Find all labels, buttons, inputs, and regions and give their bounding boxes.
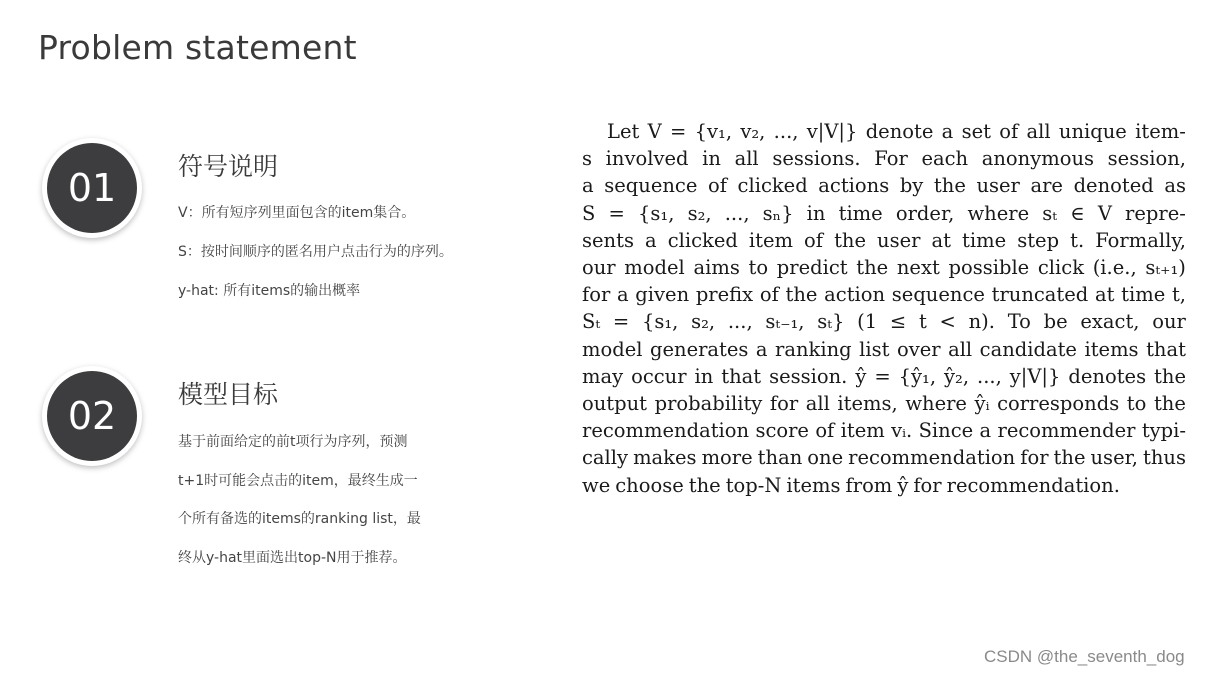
paper-word: ŷ	[897, 473, 909, 497]
paper-line	[582, 472, 1186, 499]
paper-word: truncated	[991, 283, 1089, 307]
paper-word: denote	[865, 120, 934, 143]
paper-word: one	[807, 446, 844, 470]
paper-word: a	[582, 174, 594, 198]
paper-word: sequence	[891, 283, 985, 307]
paper-word: of	[999, 120, 1019, 143]
paper-word: time	[838, 201, 883, 225]
paper-word: in	[694, 364, 714, 388]
paper-word: exact,	[1080, 310, 1140, 334]
paper-word: Formally,	[1095, 228, 1186, 252]
paper-word: ...,	[727, 310, 753, 334]
paper-word: our	[582, 256, 616, 280]
paper-word: cally	[582, 446, 629, 470]
paper-word: <	[939, 310, 956, 334]
paper-word: makes	[633, 446, 697, 470]
body-line: t+1时可能会点击的item，最终生成一	[178, 472, 418, 489]
paper-word: recommendation.	[946, 473, 1120, 497]
paper-word: for	[769, 392, 799, 416]
paper-word: session,	[1107, 147, 1186, 171]
paper-word: list	[859, 337, 890, 361]
paper-word: the	[834, 228, 866, 252]
paper-word: for	[582, 283, 611, 307]
paper-word: y|V|}	[1009, 364, 1061, 388]
paper-word: For	[874, 147, 908, 171]
paper-word: of	[707, 174, 727, 198]
paper-word: {s₁,	[637, 201, 675, 225]
paper-word: clicked	[737, 174, 808, 198]
paper-word: the	[933, 174, 966, 198]
paper-line	[582, 308, 1186, 335]
paper-line	[582, 336, 1186, 363]
paper-word: be	[1043, 310, 1068, 334]
paper-word: click	[1037, 256, 1085, 280]
section-heading: 模型目标	[178, 380, 279, 409]
paper-word: session.	[769, 364, 848, 388]
paper-word: in	[806, 201, 826, 225]
paper-word: a	[979, 419, 992, 443]
paper-word: t,	[1171, 283, 1186, 307]
paper-word: ...,	[977, 364, 1002, 388]
paper-line	[582, 172, 1186, 199]
paper-word: more	[701, 446, 753, 470]
paper-word: sents	[582, 228, 634, 252]
paper-word: (i.e.,	[1092, 256, 1137, 280]
paper-word: that	[1146, 337, 1186, 361]
paper-line	[582, 390, 1186, 417]
paper-word: ...,	[724, 201, 750, 225]
body-line: 基于前面给定的前t项行为序列，预测	[178, 434, 408, 450]
paper-word: recommendation	[848, 446, 1016, 470]
paper-word: from	[845, 473, 893, 497]
paper-word: items,	[837, 392, 898, 416]
body-line: V：所有短序列里面包含的item集合。	[178, 205, 416, 221]
paper-word: items	[786, 473, 841, 497]
paper-word: n).	[968, 310, 995, 334]
paper-word: recommender	[997, 419, 1136, 443]
paper-word: top-N	[725, 473, 782, 497]
paper-word: over	[896, 337, 941, 361]
paper-word: where	[905, 392, 967, 416]
paper-word: =	[608, 201, 625, 225]
paper-word: a	[941, 120, 954, 143]
section-number: 01	[47, 143, 137, 233]
paper-word: repre-	[1125, 201, 1186, 225]
section-body	[178, 431, 421, 585]
paper-word: are	[1030, 174, 1063, 198]
paper-word: may	[582, 364, 624, 388]
paper-word: time	[1121, 283, 1166, 307]
paper-word: vᵢ.	[891, 419, 913, 443]
paper-word: to	[748, 256, 769, 280]
paper-word: aims	[693, 256, 740, 280]
paper-word: of	[804, 228, 824, 252]
paper-word: (1	[857, 310, 878, 334]
paper-word: we	[582, 473, 611, 497]
paper-word: user	[976, 174, 1020, 198]
paper-word: action	[824, 283, 886, 307]
paper-word: =	[874, 364, 891, 388]
paper-word: all	[1026, 120, 1051, 143]
paper-word: typi-	[1141, 419, 1186, 443]
paper-word: items	[1084, 337, 1139, 361]
paper-word: a	[755, 337, 768, 361]
paper-word: denoted	[1073, 174, 1154, 198]
paper-word: a	[645, 228, 657, 252]
paper-word: that	[721, 364, 762, 388]
paper-word: ŷ	[855, 364, 867, 388]
paper-word: to	[1126, 392, 1147, 416]
paper-word: a	[616, 283, 629, 307]
paper-word: the	[1053, 446, 1086, 470]
paper-word: prefix	[695, 283, 754, 307]
paper-word: ranking	[775, 337, 852, 361]
paper-word: actions	[818, 174, 890, 198]
paper-word: V	[647, 120, 662, 143]
paper-word: s₂,	[687, 201, 712, 225]
paper-word: of	[759, 283, 779, 307]
paper-word: involved	[605, 147, 689, 171]
paper-word: set	[961, 120, 991, 143]
paper-word: Sₜ	[582, 310, 601, 334]
paper-word: for	[1020, 446, 1049, 470]
paper-word: choose	[615, 473, 684, 497]
paper-word: s₂,	[691, 310, 716, 334]
paper-word: as	[1164, 174, 1186, 198]
paper-word: recommendation	[582, 419, 750, 443]
paper-word: user	[877, 228, 921, 252]
paper-word: sₜ₋₁,	[765, 310, 805, 334]
paper-word: by	[899, 174, 924, 198]
page-title: Problem statement	[38, 28, 357, 67]
paper-word: the	[1154, 364, 1186, 388]
paper-word: all	[805, 392, 830, 416]
paper-line	[582, 281, 1186, 308]
paper-line	[582, 417, 1186, 444]
paper-word: the	[856, 256, 889, 280]
paper-word: sessions.	[772, 147, 861, 171]
paper-word: at	[931, 228, 951, 252]
paper-word: model	[624, 256, 685, 280]
paper-word: ≤	[889, 310, 907, 334]
paper-word: where	[967, 201, 1030, 225]
section-number-badge	[42, 138, 142, 238]
paper-word: sequence	[604, 174, 698, 198]
paper-word: To	[1007, 310, 1031, 334]
paper-word: Let	[607, 120, 640, 143]
paper-word: our	[1152, 310, 1186, 334]
paper-word: ∈	[1070, 201, 1085, 225]
paper-word: v|V|}	[806, 120, 858, 143]
paper-word: order,	[895, 201, 955, 225]
paper-word: at	[1094, 283, 1115, 307]
paper-line	[582, 145, 1186, 172]
paper-word: than	[757, 446, 803, 470]
paper-word: sₜ₊₁)	[1145, 256, 1186, 280]
section-body	[178, 202, 453, 319]
watermark: CSDN @the_seventh_dog	[984, 647, 1185, 666]
paper-word: clicked	[667, 228, 738, 252]
paper-word: denotes	[1068, 364, 1147, 388]
paper-word: time	[962, 228, 1007, 252]
paper-word: predict	[776, 256, 848, 280]
paper-word: candidate	[979, 337, 1077, 361]
paper-word: ŷ₂,	[944, 364, 970, 388]
paper-word: step	[1017, 228, 1060, 252]
paper-word: of	[815, 419, 835, 443]
paper-word: s	[582, 147, 593, 171]
paper-word: user,	[1090, 446, 1138, 470]
paper-word: occur	[631, 364, 687, 388]
paper-word: t.	[1070, 228, 1085, 252]
paper-word: unique	[1058, 120, 1127, 143]
body-line: 个所有备选的items的ranking list，最	[178, 511, 421, 527]
body-line: 终从y-hat里面选出top-N用于推荐。	[178, 549, 407, 566]
paper-line	[582, 200, 1186, 227]
paper-word: in	[702, 147, 721, 171]
paper-line	[582, 363, 1186, 390]
paper-word: item-	[1135, 120, 1186, 143]
paper-word: sₜ	[1042, 201, 1058, 225]
paper-word: model	[582, 337, 643, 361]
paper-line	[582, 444, 1186, 471]
paper-word: probability	[654, 392, 763, 416]
paper-word: {s₁,	[641, 310, 679, 334]
paper-word: S	[582, 201, 596, 225]
paper-word: Since	[918, 419, 974, 443]
paper-word: item	[748, 228, 793, 252]
body-line: S：按时间顺序的匿名用户点击行为的序列。	[178, 244, 453, 260]
paper-word: v₂,	[740, 120, 766, 143]
paper-word: thus	[1143, 446, 1186, 470]
paper-word: ŷᵢ	[974, 392, 990, 416]
paper-word: all	[734, 147, 759, 171]
paper-line	[582, 254, 1186, 281]
paper-word: sₜ}	[817, 310, 845, 334]
paper-word: t	[918, 310, 927, 334]
paper-word: for	[913, 473, 942, 497]
paper-word: next	[896, 256, 940, 280]
paper-excerpt	[582, 118, 1186, 499]
paper-word: =	[669, 120, 687, 143]
paper-word: ...,	[773, 120, 799, 143]
paper-word: =	[612, 310, 630, 334]
section-heading: 符号说明	[178, 152, 279, 181]
paper-word: the	[1153, 392, 1186, 416]
paper-word: corresponds	[997, 392, 1120, 416]
paper-word: anonymous	[981, 147, 1095, 171]
paper-word: given	[635, 283, 690, 307]
paper-word: sₙ}	[762, 201, 794, 225]
paper-word: score	[755, 419, 809, 443]
paper-word: all	[948, 337, 973, 361]
paper-line	[582, 227, 1186, 254]
paper-word: each	[921, 147, 969, 171]
body-line: y-hat: 所有items的输出概率	[178, 283, 361, 299]
paper-word: output	[582, 392, 648, 416]
section-number: 02	[47, 371, 137, 461]
paper-word: item	[840, 419, 885, 443]
paper-word: the	[785, 283, 818, 307]
paper-line	[582, 118, 1186, 145]
paper-word: generates	[649, 337, 749, 361]
paper-word: {ŷ₁,	[898, 364, 937, 388]
paper-word: {v₁,	[694, 120, 733, 143]
paper-word: the	[688, 473, 721, 497]
section-number-badge	[42, 366, 142, 466]
paper-word: possible	[948, 256, 1030, 280]
paper-word: V	[1097, 201, 1112, 225]
